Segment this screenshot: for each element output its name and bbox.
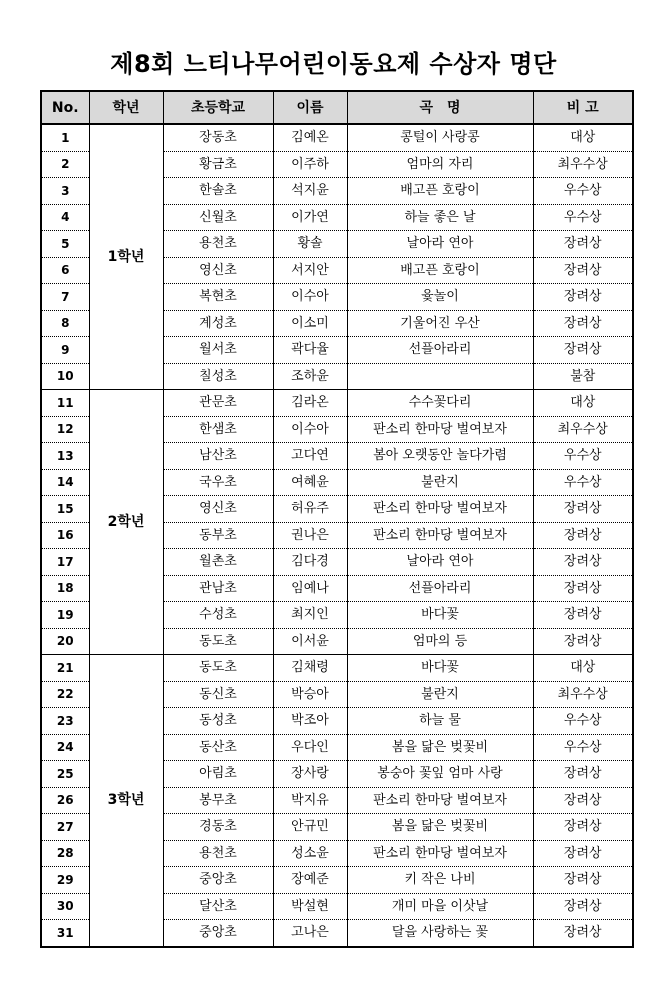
- header-name: 이름: [273, 91, 347, 124]
- cell-note: 장려상: [533, 522, 633, 549]
- cell-school: 월서초: [163, 337, 273, 364]
- cell-note: 우수상: [533, 443, 633, 470]
- cell-school: 달산초: [163, 893, 273, 920]
- cell-note: 장려상: [533, 867, 633, 894]
- cell-school: 복현초: [163, 284, 273, 311]
- header-note: 비 고: [533, 91, 633, 124]
- cell-school: 동신초: [163, 681, 273, 708]
- cell-name: 곽다율: [273, 337, 347, 364]
- cell-no: 7: [41, 284, 89, 311]
- cell-note: 대상: [533, 655, 633, 682]
- cell-note: 최우수상: [533, 151, 633, 178]
- cell-note: 우수상: [533, 734, 633, 761]
- cell-note: 우수상: [533, 708, 633, 735]
- cell-note: 장려상: [533, 602, 633, 629]
- cell-note: 장려상: [533, 257, 633, 284]
- cell-song: [347, 363, 533, 390]
- cell-no: 5: [41, 231, 89, 258]
- cell-no: 20: [41, 628, 89, 655]
- cell-song: 수수꽃다리: [347, 390, 533, 417]
- winners-table: [40, 90, 634, 948]
- cell-no: 23: [41, 708, 89, 735]
- cell-song: 윷놀이: [347, 284, 533, 311]
- cell-no: 12: [41, 416, 89, 443]
- cell-note: 우수상: [533, 178, 633, 205]
- cell-name: 성소윤: [273, 840, 347, 867]
- cell-song: 기울어진 우산: [347, 310, 533, 337]
- cell-song: 날아라 연아: [347, 549, 533, 576]
- cell-name: 김라온: [273, 390, 347, 417]
- cell-name: 석지윤: [273, 178, 347, 205]
- cell-no: 27: [41, 814, 89, 841]
- header-grade: 학년: [89, 91, 163, 124]
- cell-song: 선플아라리: [347, 575, 533, 602]
- cell-note: 대상: [533, 390, 633, 417]
- cell-song: 엄마의 등: [347, 628, 533, 655]
- header-no: No.: [41, 91, 89, 124]
- cell-name: 권나은: [273, 522, 347, 549]
- cell-name: 장예준: [273, 867, 347, 894]
- cell-song: 판소리 한마당 벌여보자: [347, 522, 533, 549]
- cell-note: 장려상: [533, 920, 633, 947]
- cell-song: 개미 마을 이삿날: [347, 893, 533, 920]
- cell-no: 19: [41, 602, 89, 629]
- cell-song: 달을 사랑하는 꽃: [347, 920, 533, 947]
- cell-song: 판소리 한마당 벌여보자: [347, 496, 533, 523]
- cell-school: 한샘초: [163, 416, 273, 443]
- cell-no: 21: [41, 655, 89, 682]
- cell-school: 동도초: [163, 628, 273, 655]
- cell-name: 박설현: [273, 893, 347, 920]
- cell-school: 관남초: [163, 575, 273, 602]
- cell-school: 칠성초: [163, 363, 273, 390]
- cell-name: 조하윤: [273, 363, 347, 390]
- cell-no: 28: [41, 840, 89, 867]
- cell-no: 15: [41, 496, 89, 523]
- cell-song: 불란지: [347, 469, 533, 496]
- header-row: [41, 91, 633, 124]
- cell-note: 불참: [533, 363, 633, 390]
- cell-song: 선플아라리: [347, 337, 533, 364]
- cell-school: 국우초: [163, 469, 273, 496]
- cell-school: 관문초: [163, 390, 273, 417]
- cell-song: 판소리 한마당 벌여보자: [347, 787, 533, 814]
- cell-no: 11: [41, 390, 89, 417]
- cell-name: 임예나: [273, 575, 347, 602]
- cell-no: 16: [41, 522, 89, 549]
- cell-no: 29: [41, 867, 89, 894]
- cell-school: 용천초: [163, 231, 273, 258]
- table-row: [41, 390, 633, 417]
- cell-no: 1: [41, 124, 89, 151]
- cell-name: 장사랑: [273, 761, 347, 788]
- cell-no: 24: [41, 734, 89, 761]
- cell-note: 장려상: [533, 231, 633, 258]
- cell-note: 최우수상: [533, 416, 633, 443]
- cell-song: 봄을 닮은 벚꽃비: [347, 734, 533, 761]
- page-title: 제8회 느티나무어린이동요제 수상자 명단: [110, 50, 557, 78]
- cell-song: 배고픈 호랑이: [347, 257, 533, 284]
- cell-song: 바다꽃: [347, 602, 533, 629]
- cell-no: 13: [41, 443, 89, 470]
- header-song: 곡 명: [347, 91, 533, 124]
- cell-name: 박승아: [273, 681, 347, 708]
- cell-no: 6: [41, 257, 89, 284]
- cell-note: 장려상: [533, 814, 633, 841]
- cell-name: 이가연: [273, 204, 347, 231]
- cell-name: 김채령: [273, 655, 347, 682]
- cell-song: 판소리 한마당 벌여보자: [347, 416, 533, 443]
- cell-no: 25: [41, 761, 89, 788]
- cell-name: 우다인: [273, 734, 347, 761]
- cell-song: 판소리 한마당 벌여보자: [347, 840, 533, 867]
- cell-song: 하늘 물: [347, 708, 533, 735]
- cell-no: 4: [41, 204, 89, 231]
- cell-no: 3: [41, 178, 89, 205]
- cell-name: 박조아: [273, 708, 347, 735]
- cell-school: 계성초: [163, 310, 273, 337]
- cell-note: 장려상: [533, 893, 633, 920]
- cell-name: 이소미: [273, 310, 347, 337]
- cell-song: 바다꽃: [347, 655, 533, 682]
- cell-song: 엄마의 자리: [347, 151, 533, 178]
- cell-school: 용천초: [163, 840, 273, 867]
- cell-school: 장동초: [163, 124, 273, 151]
- cell-note: 최우수상: [533, 681, 633, 708]
- cell-song: 키 작은 나비: [347, 867, 533, 894]
- cell-school: 아림초: [163, 761, 273, 788]
- cell-name: 안규민: [273, 814, 347, 841]
- cell-name: 김예온: [273, 124, 347, 151]
- cell-song: 콩털이 사랑콩: [347, 124, 533, 151]
- cell-no: 10: [41, 363, 89, 390]
- cell-name: 이수아: [273, 284, 347, 311]
- cell-school: 수성초: [163, 602, 273, 629]
- cell-note: 장려상: [533, 628, 633, 655]
- cell-school: 신월초: [163, 204, 273, 231]
- table-row: [41, 124, 633, 151]
- cell-note: 장려상: [533, 549, 633, 576]
- cell-song: 날아라 연아: [347, 231, 533, 258]
- cell-note: 장려상: [533, 337, 633, 364]
- cell-no: 26: [41, 787, 89, 814]
- cell-no: 8: [41, 310, 89, 337]
- grade-cell: 2학년: [89, 390, 163, 655]
- cell-no: 22: [41, 681, 89, 708]
- cell-note: 장려상: [533, 761, 633, 788]
- cell-note: 장려상: [533, 840, 633, 867]
- cell-school: 중앙초: [163, 920, 273, 947]
- cell-note: 장려상: [533, 787, 633, 814]
- cell-name: 황솔: [273, 231, 347, 258]
- header-school: 초등학교: [163, 91, 273, 124]
- cell-note: 우수상: [533, 204, 633, 231]
- cell-note: 장려상: [533, 496, 633, 523]
- cell-name: 박지유: [273, 787, 347, 814]
- cell-no: 9: [41, 337, 89, 364]
- cell-no: 14: [41, 469, 89, 496]
- cell-school: 동산초: [163, 734, 273, 761]
- cell-name: 허유주: [273, 496, 347, 523]
- cell-school: 영신초: [163, 496, 273, 523]
- cell-no: 31: [41, 920, 89, 947]
- cell-note: 장려상: [533, 575, 633, 602]
- cell-school: 동성초: [163, 708, 273, 735]
- cell-name: 여혜윤: [273, 469, 347, 496]
- cell-name: 김다경: [273, 549, 347, 576]
- cell-name: 이주하: [273, 151, 347, 178]
- cell-name: 이서윤: [273, 628, 347, 655]
- grade-cell: 1학년: [89, 124, 163, 390]
- cell-school: 황금초: [163, 151, 273, 178]
- cell-no: 30: [41, 893, 89, 920]
- cell-note: 우수상: [533, 469, 633, 496]
- cell-school: 동부초: [163, 522, 273, 549]
- cell-school: 경동초: [163, 814, 273, 841]
- cell-note: 대상: [533, 124, 633, 151]
- cell-song: 불란지: [347, 681, 533, 708]
- cell-song: 봄을 닮은 벚꽃비: [347, 814, 533, 841]
- cell-school: 한솔초: [163, 178, 273, 205]
- cell-note: 장려상: [533, 284, 633, 311]
- cell-school: 월촌초: [163, 549, 273, 576]
- table-row: [41, 655, 633, 682]
- cell-note: 장려상: [533, 310, 633, 337]
- cell-name: 고다연: [273, 443, 347, 470]
- cell-school: 중앙초: [163, 867, 273, 894]
- cell-school: 남산초: [163, 443, 273, 470]
- cell-name: 이수아: [273, 416, 347, 443]
- cell-name: 최지인: [273, 602, 347, 629]
- cell-song: 봉숭아 꽃잎 엄마 사랑: [347, 761, 533, 788]
- cell-no: 18: [41, 575, 89, 602]
- cell-song: 하늘 좋은 날: [347, 204, 533, 231]
- cell-school: 영신초: [163, 257, 273, 284]
- cell-school: 동도초: [163, 655, 273, 682]
- grade-cell: 3학년: [89, 655, 163, 947]
- cell-no: 2: [41, 151, 89, 178]
- cell-song: 배고픈 호랑이: [347, 178, 533, 205]
- cell-name: 고나은: [273, 920, 347, 947]
- cell-song: 봄아 오랫동안 놀다가렴: [347, 443, 533, 470]
- cell-school: 봉무초: [163, 787, 273, 814]
- cell-no: 17: [41, 549, 89, 576]
- cell-name: 서지안: [273, 257, 347, 284]
